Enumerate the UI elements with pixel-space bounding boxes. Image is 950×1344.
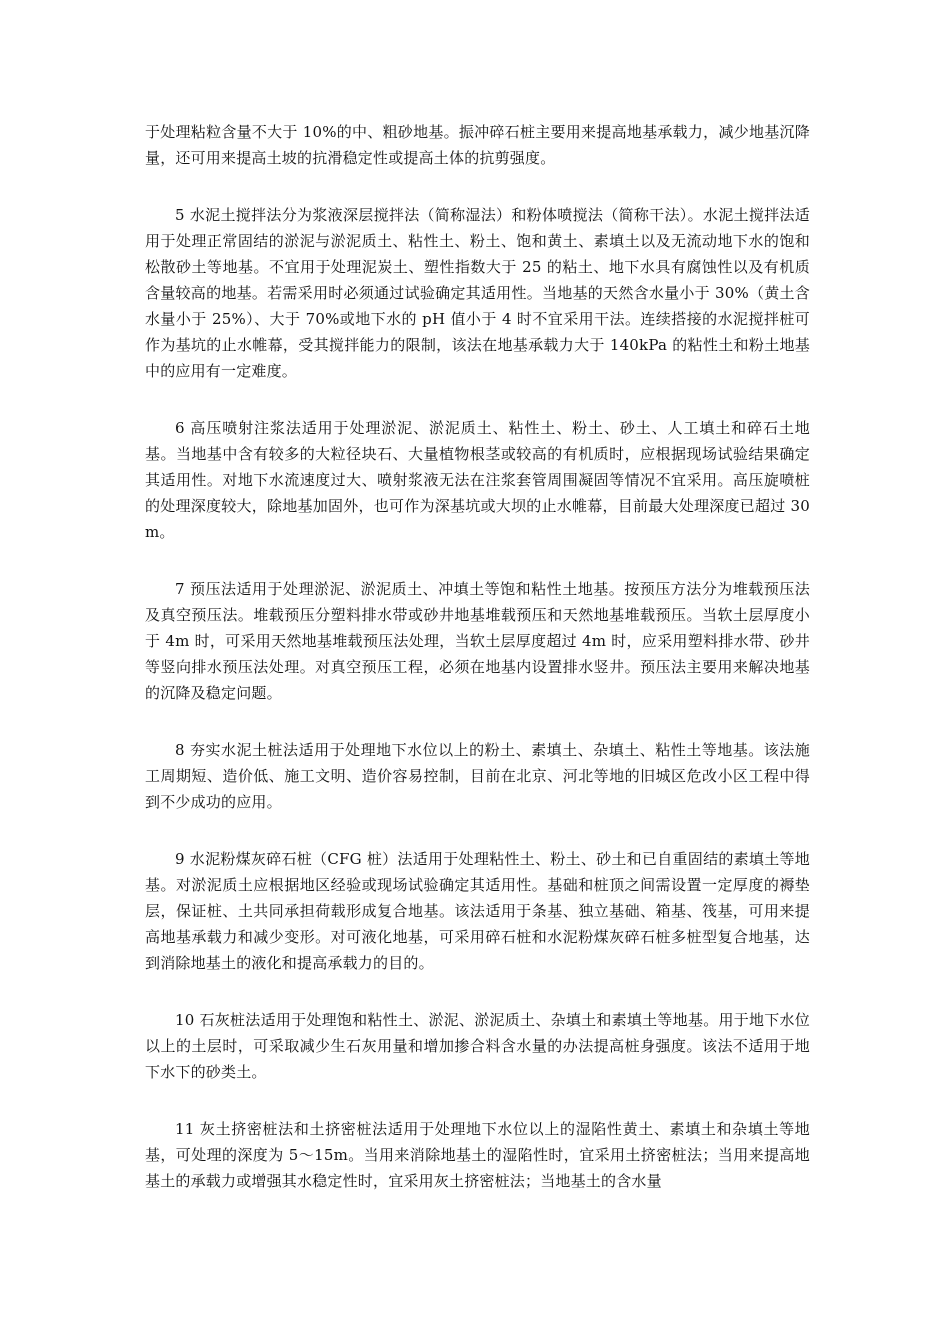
paragraph-6-jet-grouting: 6 高压喷射注浆法适用于处理淤泥、淤泥质土、粘性土、粉土、砂土、人工填土和碎石土地基。当地基中含有较多的大粒径块石、大量植物根茎或较高的有机质时，应根据现场试验结果确定其适用性。对地下水流速度过大、喷射浆液无法在注浆套管周围凝固等情况不宜采用。高压旋喷桩的处理深度较大，除地基加固外，也可作为深基坑或大坝的止水帷幕，目前最大处理深度已超过 30m。 xyxy=(145,419,810,541)
paragraph-10-lime-pile: 10 石灰桩法适用于处理饱和粘性土、淤泥、淤泥质土、杂填土和素填土等地基。用于地下水位以上的土层时，可采取减少生石灰用量和增加掺合料含水量的办法提高桩身强度。该法不适用于地下水下的砂类土。 xyxy=(145,1011,810,1081)
paragraph-9-cfg-pile: 9 水泥粉煤灰碎石桩（CFG 桩）法适用于处理粘性土、粉土、砂土和已自重固结的素填土等地基。对淤泥质土应根据地区经验或现场试验确定其适用性。基础和桩顶之间需设置一定厚度的褥垫层，保证桩、土共同承担荷载形成复合地基。该法适用于条基、独立基础、箱基、筏基，可用来提高地基承载力和减少变形。对可液化地基，可采用碎石桩和水泥粉煤灰碎石桩多桩型复合地基，达到消除地基土的液化和提高承载力的目的。 xyxy=(145,850,810,972)
paragraph-11-compaction-pile: 11 灰土挤密桩法和土挤密桩法适用于处理地下水位以上的湿陷性黄土、素填土和杂填土等地基，可处理的深度为 5～15m。当用来消除地基土的湿陷性时，宜采用土挤密桩法；当用来提高地基土的承载力或增强其水稳定性时，宜采用灰土挤密桩法；当地基土的含水量 xyxy=(145,1120,810,1190)
document-body xyxy=(145,119,810,1225)
paragraph-continued: 于处理粘粒含量不大于 10%的中、粗砂地基。振冲碎石桩主要用来提高地基承载力，减少地基沉降量，还可用来提高土坡的抗滑稳定性或提高土体的抗剪强度。 xyxy=(145,123,810,167)
paragraph-8-rammed-cement-soil-pile: 8 夯实水泥土桩法适用于处理地下水位以上的粉土、素填土、杂填土、粘性土等地基。该法施工周期短、造价低、施工文明、造价容易控制，目前在北京、河北等地的旧城区危改小区工程中得到不少成功的应用。 xyxy=(145,741,810,811)
paragraph-7-preloading: 7 预压法适用于处理淤泥、淤泥质土、冲填土等饱和粘性土地基。按预压方法分为堆载预压法及真空预压法。堆载预压分塑料排水带或砂井地基堆载预压和天然地基堆载预压。当软土层厚度小于 4m 时，可采用天然地基堆载预压法处理，当软土层厚度超过 4m 时，应采用塑料排水带、砂井等竖向排水预压法处理。对真空预压工程，必须在地基内设置排水竖井。预压法主要用来解决地基的沉降及稳定问题。 xyxy=(145,580,810,702)
paragraph-5-cement-soil-mixing: 5 水泥土搅拌法分为浆液深层搅拌法（简称湿法）和粉体喷搅法（简称干法）。水泥土搅拌法适用于处理正常固结的淤泥与淤泥质土、粘性土、粉土、饱和黄土、素填土以及无流动地下水的饱和松散砂土等地基。不宜用于处理泥炭土、塑性指数大于 25 的粘土、地下水具有腐蚀性以及有机质含量较高的地基。若需采用时必须通过试验确定其适用性。当地基的天然含水量小于 30%（黄土含水量小于 25%）、大于 70%或地下水的 pH 值小于 4 时不宜采用干法。连续搭接的水泥搅拌桩可作为基坑的止水帷幕，受其搅拌能力的限制，该法在地基承载力大于 140kPa 的粘性土和粉土地基中的应用有一定难度。 xyxy=(145,206,810,380)
